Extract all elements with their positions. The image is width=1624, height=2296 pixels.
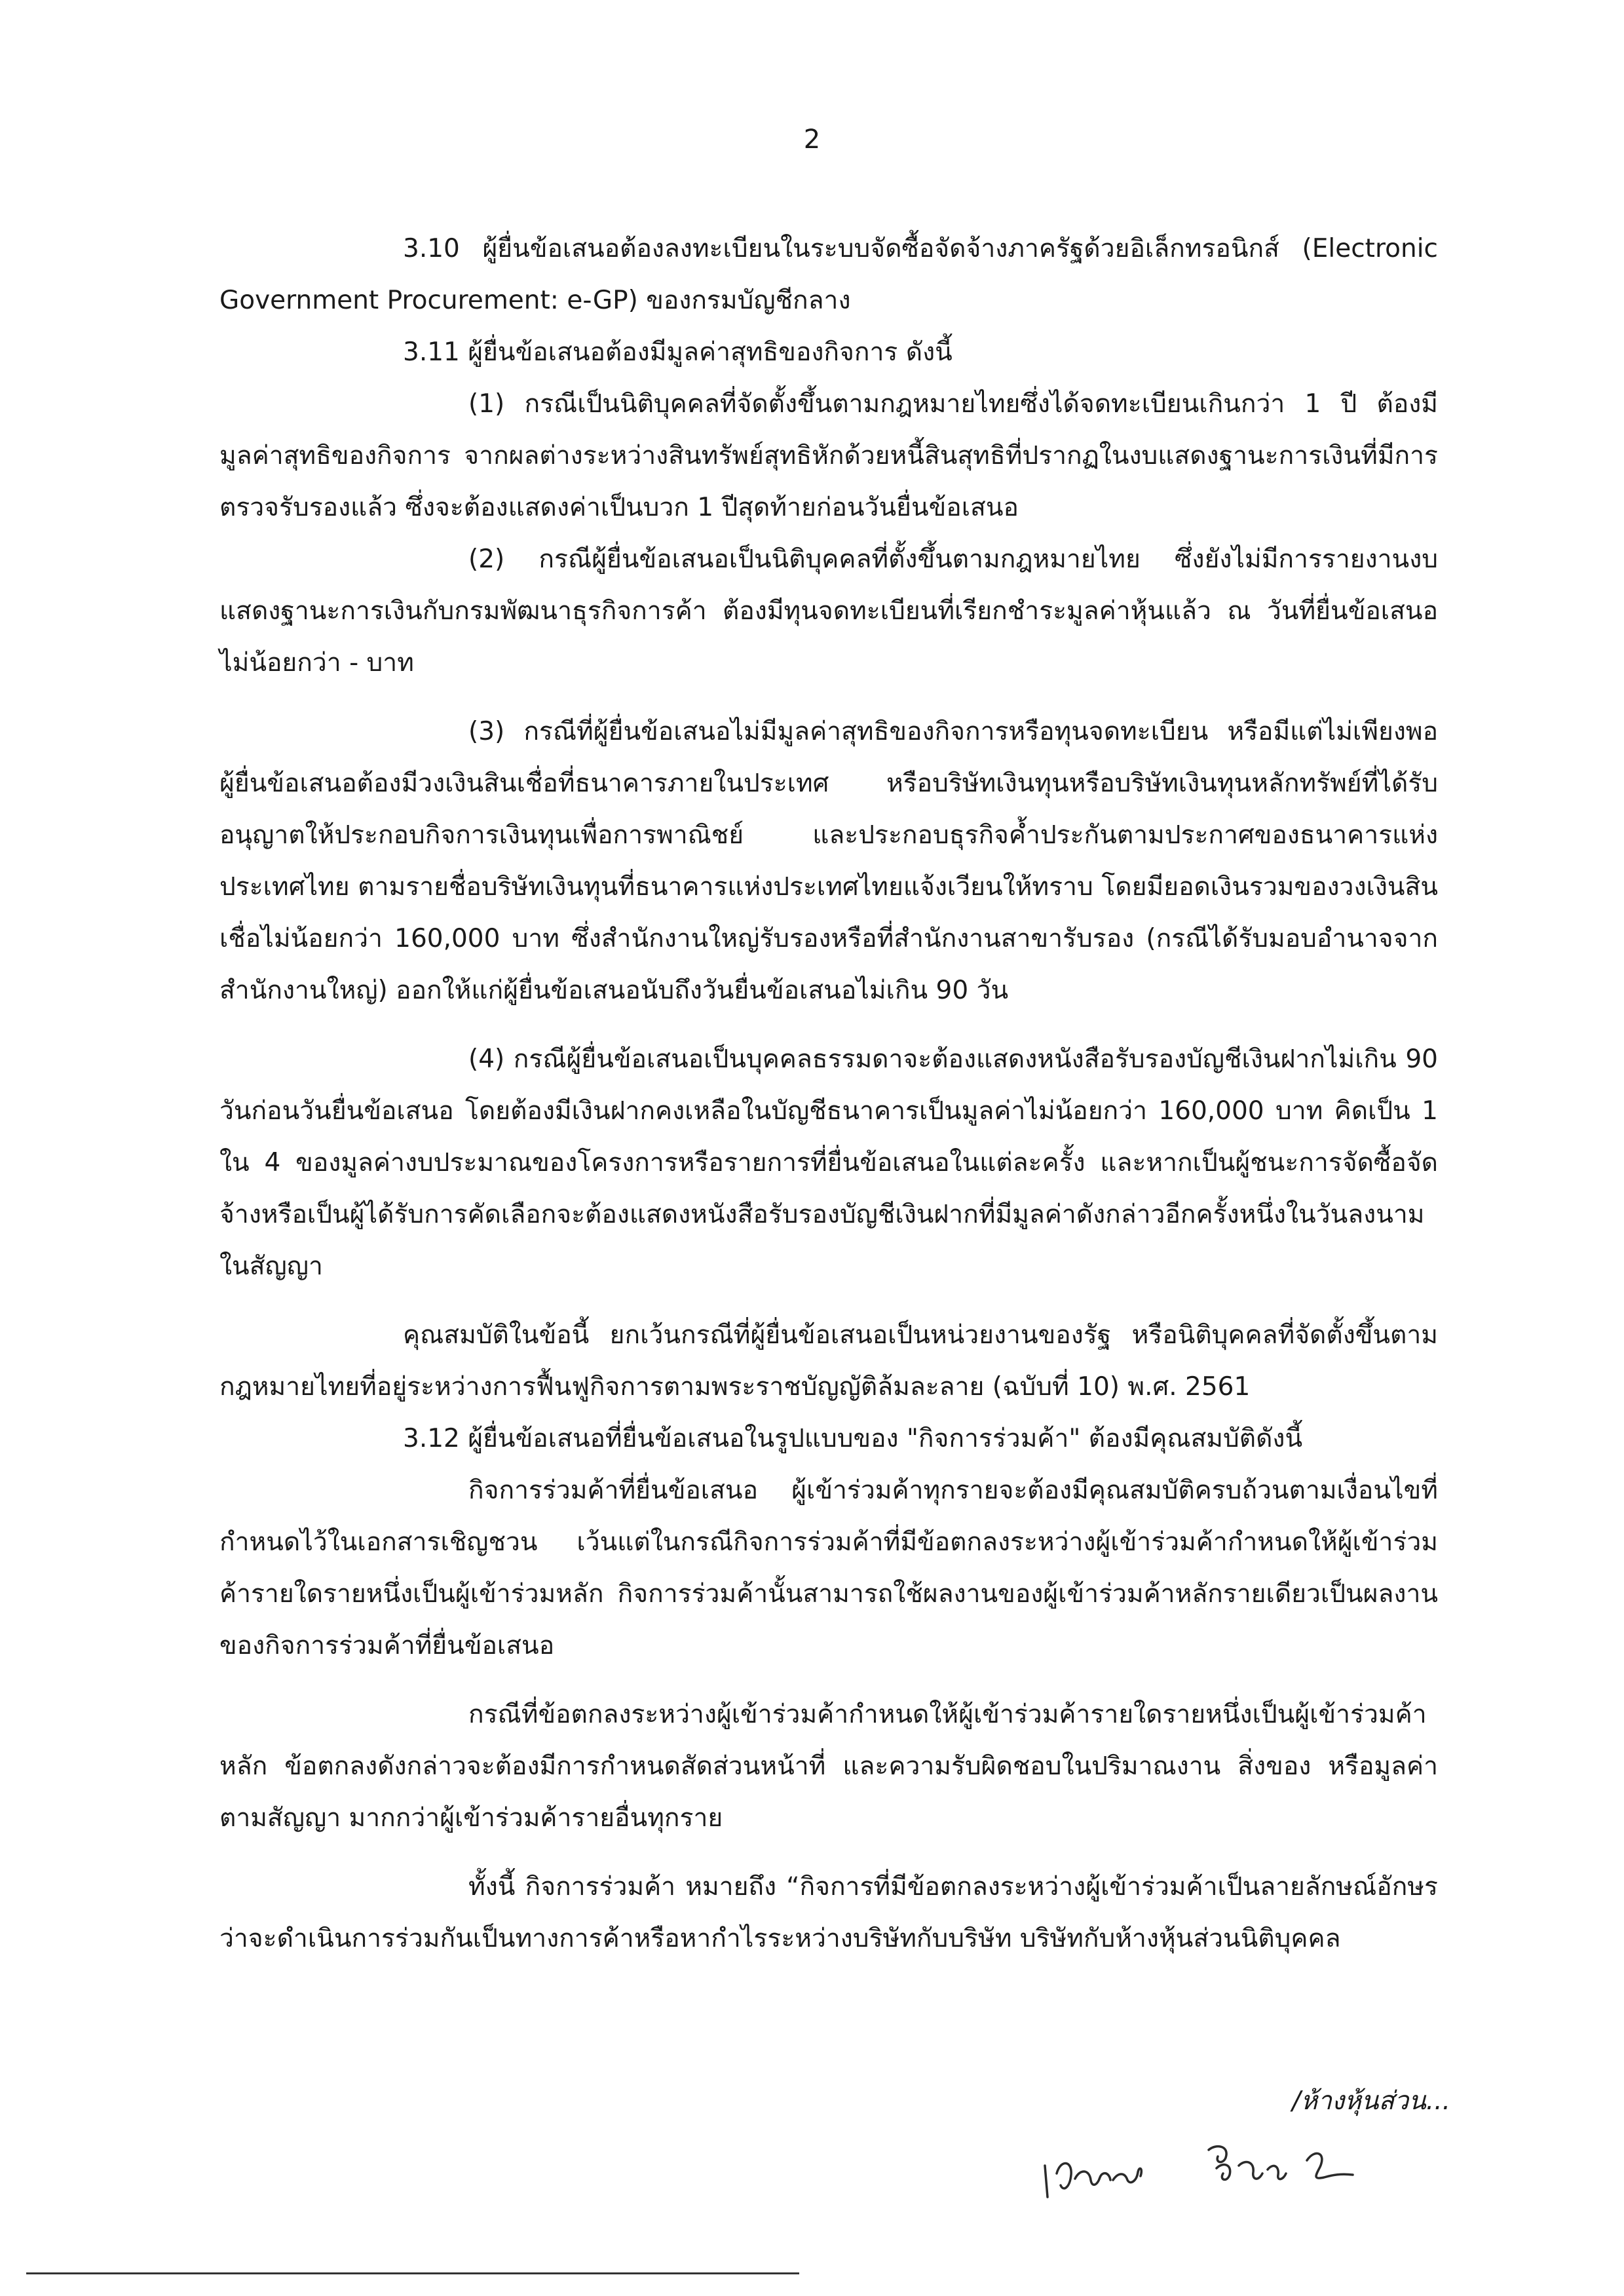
clause-3-11-item-3: (3) กรณีที่ผู้ยื่นข้อเสนอไม่มีมูลค่าสุทธิของกิจการหรือทุนจดทะเบียน หรือมีแต่ไม่เพียงพอ ผู้ยื่นข้อเสนอต้องมีวงเงินสินเชื่อที่ธนาคารภายในประเทศ หรือบริษัทเงินทุนหรือบริษัทเงินทุนหลักทรัพย์ที่ได้รับอนุญาตให้ประกอบกิจการเงินทุนเพื่อการพาณิชย์ และประกอบธุรกิจค้ำประกันตามประกาศของธนาคารแห่งประเทศไทย ตามรายชื่อบริษัทเงินทุนที่ธนาคารแห่งประเทศไทยแจ้งเวียนให้ทราบ โดยมียอดเงินรวมของวงเงินสินเชื่อไม่น้อยกว่า 160,000 บาท ซึ่งสำนักงานใหญ่รับรองหรือที่สำนักงานสาขารับรอง (กรณีได้รับมอบอำนาจจากสำนักงานใหญ่) ออกให้แก่ผู้ยื่นข้อเสนอนับถึงวันยื่นข้อเสนอไม่เกิน 90 วัน — [219, 717, 1438, 1005]
clause-3-11-item-2: (2) กรณีผู้ยื่นข้อเสนอเป็นนิติบุคคลที่ตั้งขึ้นตามกฎหมายไทย ซึ่งยังไม่มีการรายงานงบแสดงฐานะการเงินกับกรมพัฒนาธุรกิจการค้า ต้องมีทุนจดทะเบียนที่เรียกชำระมูลค่าหุ้นแล้ว ณ วันที่ยื่นข้อเสนอไม่น้อยกว่า - บาท — [219, 545, 1438, 678]
joint-venture-paragraph-1: กิจการร่วมค้าที่ยื่นข้อเสนอ ผู้เข้าร่วมค้าทุกรายจะต้องมีคุณสมบัติครบถ้วนตามเงื่อนไขที่กำหนดไว้ในเอกสารเชิญชวน เว้นแต่ในกรณีกิจการร่วมค้าที่มีข้อตกลงระหว่างผู้เข้าร่วมค้ากำหนดให้ผู้เข้าร่วมค้ารายใดรายหนึ่งเป็นผู้เข้าร่วมหลัก กิจการร่วมค้านั้นสามารถใช้ผลงานของผู้เข้าร่วมค้าหลักรายเดียวเป็นผลงานของกิจการร่วมค้าที่ยื่นข้อเสนอ — [219, 1476, 1438, 1660]
signature-icon — [1032, 2120, 1372, 2205]
footer-divider — [26, 2272, 799, 2274]
handwritten-signatures — [1032, 2120, 1372, 2205]
clause-3-11-item-1: (1) กรณีเป็นนิติบุคคลที่จัดตั้งขึ้นตามกฎหมายไทยซึ่งได้จดทะเบียนเกินกว่า 1 ปี ต้องมีมูลค่าสุทธิของกิจการ จากผลต่างระหว่างสินทรัพย์สุทธิหักด้วยหนี้สินสุทธิที่ปรากฏในงบแสดงฐานะการเงินที่มีการตรวจรับรองแล้ว ซึ่งจะต้องแสดงค่าเป็นบวก 1 ปีสุดท้ายก่อนวันยื่นข้อเสนอ — [219, 389, 1438, 522]
page-number: 2 — [803, 124, 821, 155]
clause-3-11: 3.11 ผู้ยื่นข้อเสนอต้องมีมูลค่าสุทธิของกิจการ ดังนี้ — [403, 337, 953, 367]
clause-3-12: 3.12 ผู้ยื่นข้อเสนอที่ยื่นข้อเสนอในรูปแบบของ "กิจการร่วมค้า" ต้องมีคุณสมบัติดังนี้ — [403, 1424, 1303, 1453]
clause-3-10: 3.10 ผู้ยื่นข้อเสนอต้องลงทะเบียนในระบบจัดซื้อจัดจ้างภาครัฐด้วยอิเล็กทรอนิกส์ (Electronic Government Procurement: e-GP) ของกรมบัญชีกลาง — [219, 234, 1438, 315]
continuation-marker: /ห้างหุ้นส่วน... — [1292, 2086, 1450, 2116]
clause-3-11-item-4: (4) กรณีผู้ยื่นข้อเสนอเป็นบุคคลธรรมดาจะต้องแสดงหนังสือรับรองบัญชีเงินฝากไม่เกิน 90 วันก่อนวันยื่นข้อเสนอ โดยต้องมีเงินฝากคงเหลือในบัญชีธนาคารเป็นมูลค่าไม่น้อยกว่า 160,000 บาท คิดเป็น 1 ใน 4 ของมูลค่างบประมาณของโครงการหรือรายการที่ยื่นข้อเสนอในแต่ละครั้ง และหากเป็นผู้ชนะการจัดซื้อจัดจ้างหรือเป็นผู้ได้รับการคัดเลือกจะต้องแสดงหนังสือรับรองบัญชีเงินฝากที่มีมูลค่าดังกล่าวอีกครั้งหนึ่งในวันลงนามในสัญญา — [219, 1044, 1438, 1281]
joint-venture-definition: ทั้งนี้ กิจการร่วมค้า หมายถึง “กิจการที่มีข้อตกลงระหว่างผู้เข้าร่วมค้าเป็นลายลักษณ์อักษรว่าจะดำเนินการร่วมกันเป็นทางการค้าหรือหากำไรระหว่างบริษัทกับบริษัท บริษัทกับห้างหุ้นส่วนนิติบุคคล — [219, 1872, 1438, 1953]
joint-venture-paragraph-2: กรณีที่ข้อตกลงระหว่างผู้เข้าร่วมค้ากำหนดให้ผู้เข้าร่วมค้ารายใดรายหนึ่งเป็นผู้เข้าร่วมค้าหลัก ข้อตกลงดังกล่าวจะต้องมีการกำหนดสัดส่วนหน้าที่ และความรับผิดชอบในปริมาณงาน สิ่งของ หรือมูลค่าตามสัญญา มากกว่าผู้เข้าร่วมค้ารายอื่นทุกราย — [219, 1700, 1438, 1833]
document-body — [219, 223, 1438, 1964]
qualification-exception: คุณสมบัติในข้อนี้ ยกเว้นกรณีที่ผู้ยื่นข้อเสนอเป็นหน่วยงานของรัฐ หรือนิติบุคคลที่จัดตั้งขึ้นตามกฎหมายไทยที่อยู่ระหว่างการฟื้นฟูกิจการตามพระราชบัญญัติล้มละลาย (ฉบับที่ 10) พ.ศ. 2561 — [219, 1320, 1438, 1402]
